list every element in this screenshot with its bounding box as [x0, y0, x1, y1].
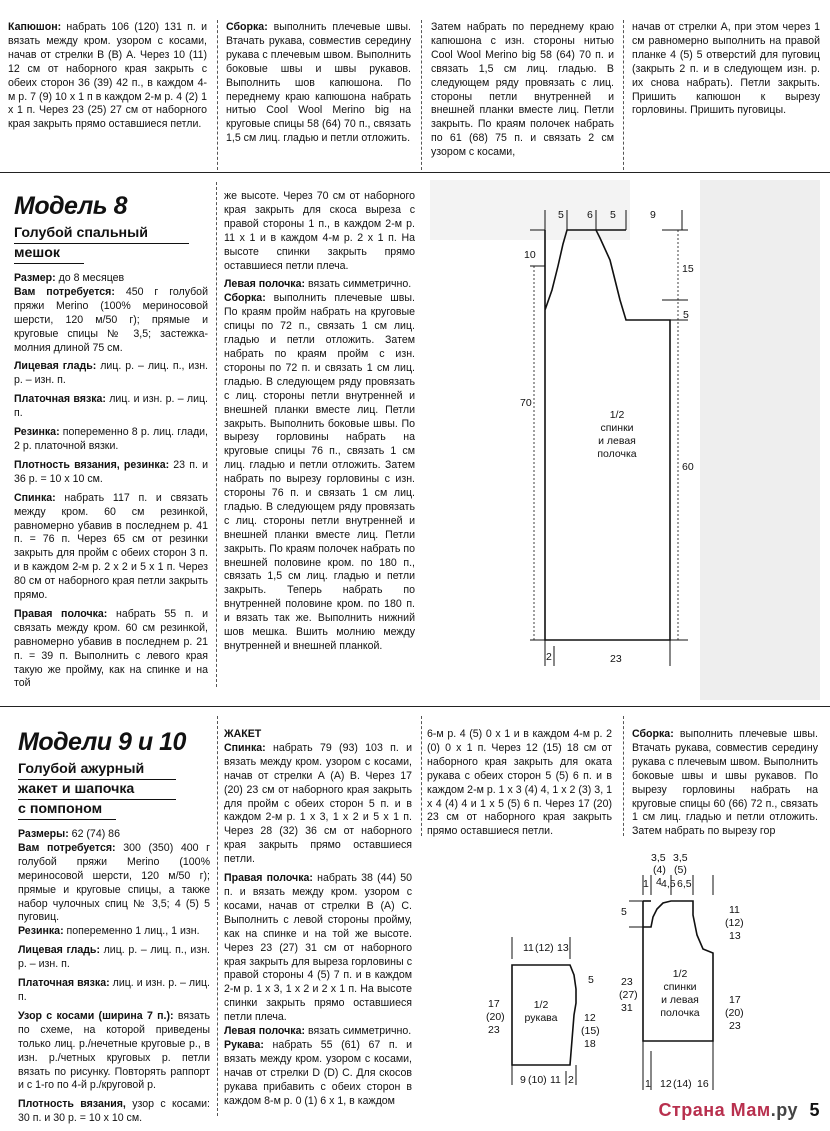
model910-col-4: [632, 728, 818, 844]
divider: [216, 182, 217, 687]
dim-label: 11: [729, 904, 740, 916]
para-lead: Спинка:: [14, 491, 56, 504]
para-lead: Вам потребуется:: [18, 841, 116, 854]
model8-schematic: [430, 200, 700, 680]
dim-label: 13: [557, 942, 569, 954]
para-lead: Размер:: [14, 272, 56, 284]
top-col3-text: Затем набрать по переднему краю капюшона с изн. стороны нитью Cool Wool Merino big 58 (64) 70 п. и связать 1,5 см лиц. гладью. В следующем ряду провязать с лиц. стороны петли внутренней и внешней планки вместе лиц. Петли закрыть. По краям полочек набрать по 61 (68) 75 п. и связать 2 см узором с косами,: [431, 21, 614, 159]
dim-label: (10): [528, 1074, 547, 1086]
para-text: 300 (350) 400 г голубой пряжи Merino (100% мериносовой шерсти, 120 м/50 г); прямые и круговые спицы, а также набор чулочных спиц № 3,5; 4 (5) 5 пуговиц.: [18, 841, 210, 924]
model910-col-2: [224, 728, 412, 1113]
piece-label: 1/2: [672, 968, 688, 980]
piece-label: полочка: [660, 1007, 700, 1019]
top-col-2: [226, 21, 411, 151]
dim-label: 70: [520, 397, 532, 409]
dim-label: (12): [725, 917, 744, 929]
section-divider: [0, 706, 830, 707]
para-lead: Правая полочка:: [14, 607, 108, 620]
para-lead: Левая полочка:: [224, 1025, 305, 1038]
dim-label: 11: [523, 942, 534, 954]
divider: [623, 20, 624, 170]
dim-label: 23: [488, 1024, 500, 1036]
para-text: лиц. р. – лиц. п., изн. р. – изн. п.: [18, 944, 210, 971]
piece-label: и левая: [661, 994, 699, 1006]
dim-label: 23: [729, 1020, 741, 1032]
dim-label: 6,5: [677, 878, 692, 890]
dim-label: 3,5: [673, 852, 688, 864]
para-lead: Резинка:: [14, 426, 60, 439]
para-lead: Сборка:: [632, 728, 674, 740]
para-text: 62 (74) 86: [68, 828, 120, 840]
background-bleed: [700, 180, 820, 700]
model910-col-1: [18, 828, 210, 1131]
dim-label: 4: [656, 876, 662, 888]
dim-label: 31: [621, 1002, 633, 1014]
para-text: набрать 79 (93) 103 п. и вязать между кром. узором с косами, начав от стрелки А (А) В. Через 17 (20) 23 см от наборного края закрыть для пройм с обеих сторон 5 п. и в каждом 2-м р. 1 х 3, 1 х 2 и 5 х 1 п. Через 28 (32) 36 см от наборного края закрыть прямо оставшиеся петли.: [224, 741, 412, 866]
dim-label: 16: [697, 1078, 709, 1090]
para-text: набрать 55 (61) 67 п. и вязать между кром. узором с косами, начав от стрелки D (D) C. Для скосов рукава прибавить с обеих сторон в каждом 8-м р. 0 (1) 6 х 1, в каждом: [224, 1038, 412, 1107]
dim-label: (20): [725, 1007, 744, 1019]
dim-label: 1: [645, 1078, 651, 1090]
para-lead: Левая полочка:: [224, 278, 305, 291]
para-text: набрать 117 п. и связать между кром. 60 см резинкой, равномерно убавив в последнем р. 41 п. = 76 п. Через 65 см от резинки закрыть для пройм с обеих сторон 3 п. и в каждом 2-м р. 2 х 2 и 5 х 1 п. Через 80 см от наборного края петли закрыть прямо.: [14, 491, 208, 602]
model8-col-2: [224, 190, 415, 659]
dim-label: 12: [660, 1078, 672, 1090]
divider: [421, 20, 422, 170]
dim-label: 9: [520, 1074, 526, 1086]
para-text: 450 г голубой пряжи Merino (100% мериносовой шерсти, 120 м/50 г); прямые и круговые спицы № 3,5; застежка-молния длиной 75 см.: [14, 285, 208, 354]
dim-label: 6: [587, 209, 593, 221]
para-lead: Платочная вязка:: [14, 393, 106, 406]
model910-subtitle: [18, 760, 176, 820]
model910-subtitle-line: Голубой ажурный: [18, 760, 176, 780]
para-text: набрать 38 (44) 50 п. и вязать между кром. узором с косами, начав от стрелки В (А) С. Выполнить с левой стороны пройму, как на спинке и на той же высоте. Через 23 (27) 31 см от наборного края закрыть для выреза горловины с правой стороны 4 (5) 7 п. и в каждом 2-м р. 1 х 3, 1 х 2 и 2 х 1 п. На высоте спинки закрыть прямо оставшиеся петли плеча.: [224, 872, 412, 1024]
dim-label: 9: [650, 209, 656, 221]
dim-label: 5: [588, 974, 594, 986]
dim-label: 5: [683, 309, 689, 321]
jacket-heading: ЖАКЕТ: [224, 728, 262, 740]
dim-label: (4): [653, 864, 666, 876]
sleeve-schematic: [470, 935, 620, 1095]
para-text: лиц. р. – лиц. п., изн. р. – изн. п.: [14, 360, 208, 387]
divider: [623, 716, 624, 836]
model8-title: Модель 8: [14, 192, 128, 220]
dim-label: 2: [568, 1074, 574, 1086]
dim-label: 60: [682, 461, 694, 473]
para-text: лиц. и изн. р. – лиц. п.: [14, 393, 208, 420]
para-lead: Сборка:: [224, 292, 266, 305]
para-text: попеременно 8 р. лиц. глади, 2 р. платочной вязки.: [14, 426, 208, 452]
page-number: 5: [809, 1100, 820, 1120]
para-lead: Вам потребуется:: [14, 285, 115, 298]
dim-label: 13: [729, 930, 741, 942]
model910-subtitle-line: с помпоном: [18, 800, 116, 820]
piece-label: спинки: [600, 422, 634, 434]
divider: [217, 716, 218, 1116]
para-text: узор с косами: 30 п. и 30 р. = 10 х 10 см.: [18, 1098, 210, 1125]
model8-subtitle-line: Голубой спальный: [14, 224, 189, 244]
para-lead: Лицевая гладь:: [14, 360, 97, 373]
dim-label: 17: [729, 994, 741, 1006]
sleeve-text: 6-м р. 4 (5) 0 х 1 и в каждом 4-м р. 2 (0) 0 х 1 п. Через 12 (15) 18 см от наборного края закрыть для оката рукава с обеих сторон 5 (5) 6 п. и в каждом 2-м р. 1 х 3 (4) 4, 1 х 2 (3) 3, 1 х 4 (4) 4 и 1 х 5 (5) 6 п. Через 17 (20) 23 см от наборного края закрыть прямо оставшиеся петли.: [427, 728, 612, 838]
model910-title: Модели 9 и 10: [18, 728, 186, 756]
piece-label: полочка: [597, 448, 637, 460]
para-lead: Платочная вязка:: [18, 977, 110, 990]
dim-label: 23: [610, 653, 622, 665]
dim-label: 17: [488, 998, 500, 1010]
dim-label: (14): [673, 1078, 692, 1090]
para-text: выполнить плечевые швы. По краям пройм набрать на круговые спицы по 72 п., связать 1 см лиц. гладью и петли отложить. Затем набрать по краям пройм с изн. стороны по 72 п. и связать 1 см лиц. гладью. В следующем ряду провязать с лиц. стороны петли внутренней и внешней планки вместе лиц. Петли закрыть. Выполнить боковые швы. По вырезу горловины набрать на круговые спицы 76 п., связать 1 см лиц. гладью и петли отложить. Затем набрать по вырезу горловины с изн. стороны 76 п. и связать 1 см лиц. гладью. В следующем ряду провязать с лиц. стороны петли внутренней и внешней планки вместе лиц. Петли закрыть. По краям полочек набрать по внешней половине кром. по 180 п., связать 1,5 см лиц. гладью и петли закрыть. Теперь набрать по внутренней половине кром. по 180 п. и вязать так же. Выполнить нижний шов мешка. Вшить молнию между внутренней и внешней планкой.: [224, 292, 415, 652]
para-text: до 8 месяцев: [55, 272, 125, 284]
top-col-4: [632, 21, 820, 123]
para-text: 23 п. и 36 р. = 10 х 10 см.: [14, 458, 208, 485]
divider: [217, 20, 218, 170]
dim-label: 15: [682, 263, 694, 275]
dim-label: 5: [558, 209, 564, 221]
para-text: попеременно 1 лиц., 1 изн.: [63, 925, 200, 938]
para-lead: Лицевая гладь:: [18, 944, 100, 957]
dim-label: 4,5: [661, 878, 676, 890]
para-text: набрать 55 п. и связать между кром. 60 см резинкой, равномерно убавив в последнем р. 21 п. = 39 п. Выполнить с левого края такую же пройму, как на спинке и на той: [14, 607, 208, 690]
dim-label: 10: [524, 249, 536, 261]
dim-label: (20): [486, 1011, 505, 1023]
para-lead: Узор с косами (ширина 7 п.):: [18, 1009, 174, 1022]
top-col4-text: начав от стрелки А, при этом через 1 см равномерно выполнить на правой планке 4 (5) 5 отверстий для пуговиц (закрыть 2 п. и в следующем изн. р. их снова набрать). Петли закрыть. Пришить капюшон к вырезу горловины. Пришить пуговицы.: [632, 21, 820, 117]
dim-label: (5): [674, 864, 687, 876]
para-lead: Спинка:: [224, 741, 266, 754]
assembly-text: выполнить плечевые швы. Втачать рукава, совместив середину рукава с плечевым швом. Выполнить боковые швы и швы рукавов. Выполнить шов капюшона. По переднему краю капюшона набрать нитью Cool Wool Merino big на круговые спицы 58 (64) 70 п., связать 1,5 см лиц. гладью и петли отложить.: [226, 21, 411, 145]
para-lead: Рукава:: [224, 1038, 264, 1051]
dim-label: 5: [621, 906, 627, 918]
dim-label: 3,5: [651, 852, 666, 864]
dim-label: 11: [550, 1074, 561, 1086]
para-lead: Правая полочка:: [224, 872, 313, 885]
dim-label: 1: [643, 878, 649, 890]
dim-label: 23: [621, 976, 633, 988]
model910-subtitle-line: жакет и шапочка: [18, 780, 176, 800]
divider: [421, 716, 422, 836]
para-text: выполнить плечевые швы. Втачать рукава, совместив середину рукава с плечевым швом. Выполнить боковые швы и швы рукавов. По вырезу горловины набрать на круговые спицы 60 (66) 72 п., связать 1 см лиц. гладью и петли отложить. Затем набрать по вырезу гор: [632, 728, 818, 838]
para-text: вязать симметрично.: [305, 1025, 412, 1038]
dim-label: (27): [619, 989, 638, 1001]
para-text: вязать симметрично.: [305, 278, 412, 291]
piece-label: рукава: [524, 1012, 558, 1024]
top-col-3: [431, 21, 614, 165]
section-divider: [0, 172, 830, 173]
dim-label: 18: [584, 1038, 596, 1050]
model8-subtitle-line: мешок: [14, 244, 84, 264]
site-watermark: Страна Мам.ру 5: [658, 1100, 820, 1120]
piece-label: 1/2: [609, 409, 625, 421]
watermark-text: Страна Мам: [658, 1100, 771, 1120]
para-text: лиц. и изн. р. – лиц. п.: [18, 977, 211, 1003]
piece-label: 1/2: [533, 999, 549, 1011]
dim-label: (12): [535, 942, 554, 954]
model910-col-3: [427, 728, 612, 844]
dim-label: 5: [610, 209, 616, 221]
para-lead: Резинка:: [18, 925, 64, 938]
para-text: же высоте. Через 70 см от наборного края закрыть для скоса выреза с правой стороны 1 п., в каждом 2-м р. 11 х 1 и в каждом 4-м р. 2 х 1 п. На высоте спинки закрыть прямо оставшиеся петли плеча.: [224, 190, 415, 272]
piece-label: спинки: [663, 981, 697, 993]
para-lead: Плотность вязания,: [18, 1098, 126, 1111]
para-text: вязать по схеме, на которой приведены только лиц. р./нечетные круговые р., в изн. р./четных круговых р. петли вязать по рисунку. Повторять раппорт и с 1-го по 4-й р./круговой р.: [18, 1009, 210, 1092]
hood-lead: Капюшон:: [8, 21, 62, 33]
model8-col-1: [14, 272, 208, 696]
piece-label: и левая: [598, 435, 636, 447]
model8-subtitle: [14, 224, 189, 264]
hood-text: набрать 106 (120) 131 п. и вязать между кром. узором с косами, начав от стрелки В (В) А. Через 10 (11) 12 см от наборного края закрыть с обеих сторон 36 (39) 42 п., в каждом 4-м р. 7 (9) 10 х 1 п в каждом 2-м р. 4 (2) 1 х 1 п. Через 23 (25) 27 см от наборного края закрыть прямо оставшиеся петли.: [8, 21, 207, 131]
dim-label: 2: [546, 651, 552, 663]
body-schematic: [605, 845, 780, 1100]
top-col-1: [8, 21, 207, 137]
assembly-lead: Сборка:: [226, 21, 268, 33]
dim-label: (15): [581, 1025, 600, 1037]
para-lead: Размеры:: [18, 828, 69, 840]
dim-label: 12: [584, 1012, 596, 1024]
para-lead: Плотность вязания, резинка:: [14, 458, 170, 471]
